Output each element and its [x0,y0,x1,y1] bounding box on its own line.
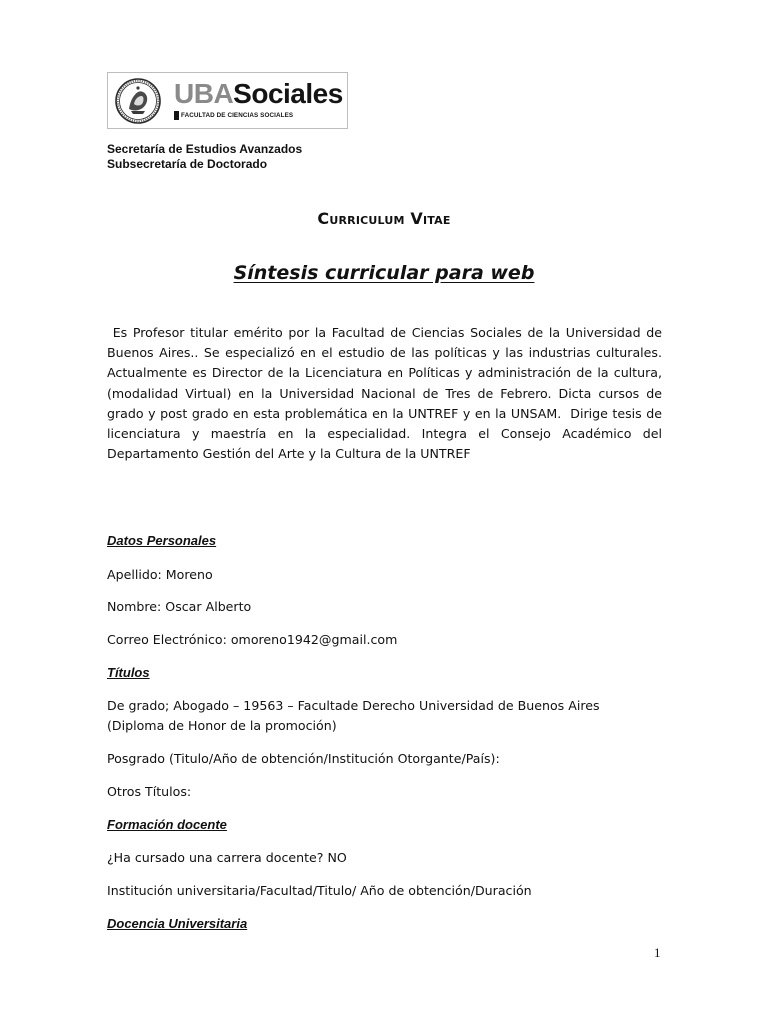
page-number: 1 [654,945,661,960]
field-posgrado: Posgrado (Titulo/Año de obtención/Institución Otorgante/País): [107,751,500,766]
summary-paragraph: Es Profesor titular emérito por la Facultad de Ciencias Sociales de la Universidad de Buenos Aires.. Se especializó en el estudio de las políticas y las industrias culturales. Actualmente es Director de la Licenciatura en Políticas y administración de la cultura, (modalidad Virtual) en la Universidad Nacional de Tres de Febrero. Dicta cursos de grado y post grado en esta problemática en la UNTREF y en la UNSAM. Dirige tesis de licenciatura y maestría en la especialidad. Integra el Consejo Académico del Departamento Gestión del Arte y la Cultura de la UNTREF [107,325,675,462]
heading-docencia-universitaria: Docencia Universitaria [107,916,248,931]
field-otros-titulos: Otros Títulos: [107,784,192,799]
document-subtitle-wrap [0,262,768,284]
heading-titulos: Títulos [107,665,150,680]
field-apellido: Apellido: Moreno [107,567,213,582]
field-correo: Correo Electrónico: omoreno1942@gmail.com [107,632,398,647]
field-institucion: Institución universitaria/Facultad/Titulo/ Año de obtención/Duración [107,883,532,898]
field-grado-line-2: (Diploma de Honor de la promoción) [107,718,337,733]
university-seal-icon [115,78,161,124]
dept-line-2: Subsecretaría de Doctorado [107,157,268,171]
brand-sociales-text: Sociales [233,78,343,109]
heading-datos-personales: Datos Personales [107,533,217,548]
department-block [107,142,302,172]
heading-formacion-docente: Formación docente [107,817,227,832]
document-title: Curriculum Vitae [317,209,451,228]
document-subtitle: Síntesis curricular para web [233,262,535,284]
brand-subtitle: FACULTAD DE CIENCIAS SOCIALES [181,112,294,119]
uba-sociales-logo [107,72,348,129]
field-carrera-docente: ¿Ha cursado una carrera docente? NO [107,850,347,865]
field-grado-line-1: De grado; Abogado – 19563 – Facultade Derecho Universidad de Buenos Aires [107,698,600,713]
dept-line-1: Secretaría de Estudios Avanzados [107,142,303,156]
brand-wordmark [174,77,346,125]
brand-accent-bar [174,111,179,120]
brand-uba-text: UBA [174,78,234,109]
field-nombre: Nombre: Oscar Alberto [107,599,252,614]
